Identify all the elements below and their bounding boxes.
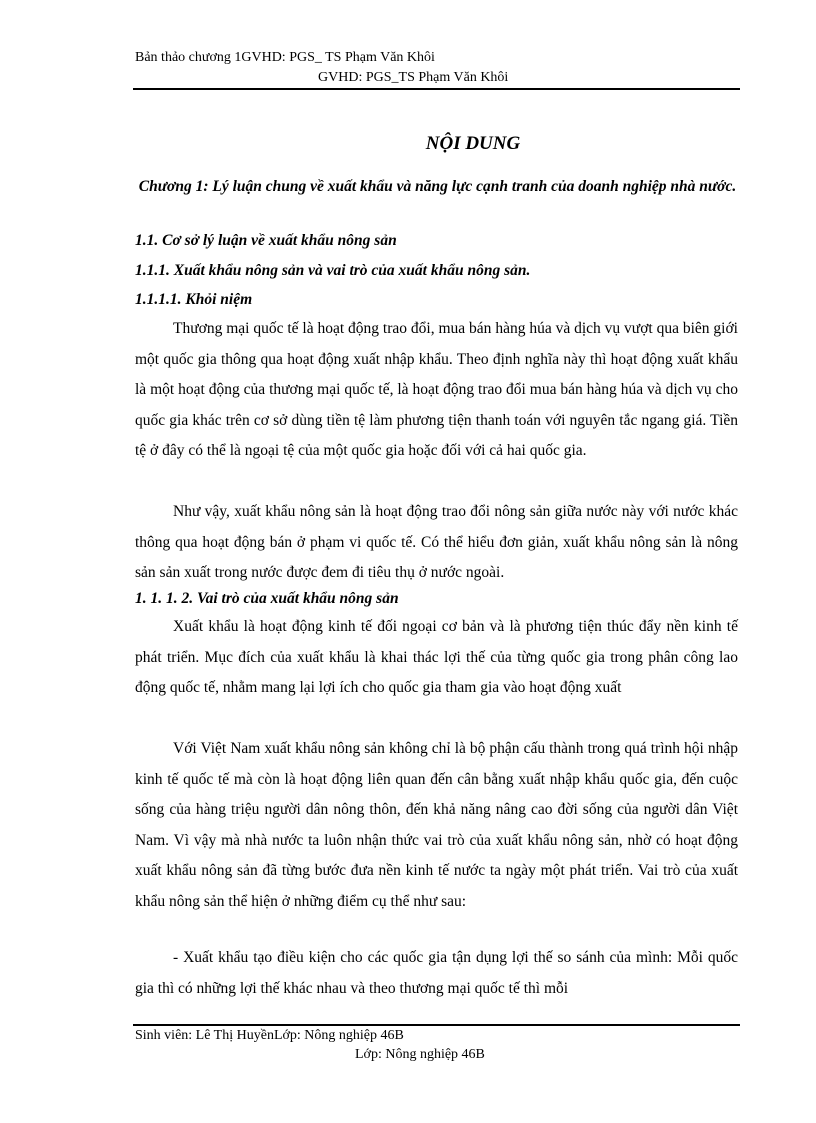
paragraph-comparative-advantage: - Xuất khẩu tạo điều kiện cho các quốc gia tận dụng lợi thế so sánh của mình: Mỗi quốc gia thì có những lợi thế khác nhau và theo thương mại quốc tế thì mỗi [135, 949, 738, 997]
page-header-line-1: Bản thảo chương 1GVHD: PGS_ TS Phạm Văn Khôi [135, 50, 435, 65]
heading-1-1-1: 1.1.1. Xuất khẩu nông sản và vai trò của xuất khẩu nông sản. [135, 262, 531, 279]
heading-1-1-1-2: 1. 1. 1. 2. Vai trò của xuất khẩu nông sản [135, 590, 399, 607]
page-footer-line-1: Sinh viên: Lê Thị HuyềnLớp: Nông nghiệp 46B [135, 1028, 404, 1043]
chapter-title: Chương 1: Lý luận chung về xuất khẩu và năng lực cạnh tranh của doanh nghiệp nhà nước. [138, 178, 737, 195]
document-title: NỘI DUNG [425, 133, 521, 154]
paragraph-definition-export: Như vậy, xuất khẩu nông sản là hoạt động trao đổi nông sản giữa nước này với nước khác thông qua hoạt động bán ở phạm vi quốc tế. Có thể hiểu đơn giản, xuất khẩu nông sản là nông sản sản xuất trong nước được đem đi tiêu thụ ở nước ngoài. [135, 503, 738, 582]
paragraph-role-export: Xuất khẩu là hoạt động kinh tế đối ngoại cơ bản và là phương tiện thúc đẩy nền kinh tế phát triển. Mục đích của xuất khẩu là khai thác lợi thế của từng quốc gia trong phân công lao động quốc tế, nhằm mang lại lợi ích cho quốc gia tham gia vào hoạt động xuất [135, 618, 738, 697]
paragraph-vietnam-export: Với Việt Nam xuất khẩu nông sản không chỉ là bộ phận cấu thành trong quá trình hội nhập kinh tế quốc tế mà còn là hoạt động liên quan đến cân bằng xuất nhập khẩu quốc gia, đến cuộc sống của hàng triệu người dân nông thôn, đến khả năng nâng cao đời sống của người dân Việt Nam. Vì vậy mà nhà nước ta luôn nhận thức vai trò của xuất khẩu nông sản, nhờ có hoạt động xuất khẩu nông sản đã từng bước đưa nền kinh tế nước ta ngày một phát triển. Vai trò của xuất khẩu nông sản thể hiện ở những điểm cụ thể như sau: [135, 740, 738, 910]
page-header-line-2: GVHD: PGS_TS Phạm Văn Khôi [318, 70, 509, 85]
header-divider [133, 88, 740, 90]
heading-1-1: 1.1. Cơ sở lý luận về xuất khẩu nông sản [135, 232, 397, 249]
paragraph-definition-trade: Thương mại quốc tế là hoạt động trao đổi, mua bán hàng húa và dịch vụ vượt qua biên giới một quốc gia thông qua hoạt động xuất nhập khẩu. Theo định nghĩa này thì hoạt động xuất khẩu là một hoạt động của thương mại quốc tế, là hoạt động trao đổi mua bán hàng húa và dịch vụ cho quốc gia khác trên cơ sở dùng tiền tệ làm phương tiện thanh toán với nguyên tắc ngang giá. Tiền tệ ở đây có thể là ngoại tệ của một quốc gia hoặc đối với cả hai quốc gia. [135, 320, 738, 460]
footer-divider [133, 1024, 740, 1026]
heading-1-1-1-1: 1.1.1.1. Khỏi niệm [135, 291, 253, 308]
page-footer-line-2: Lớp: Nông nghiệp 46B [355, 1047, 485, 1062]
